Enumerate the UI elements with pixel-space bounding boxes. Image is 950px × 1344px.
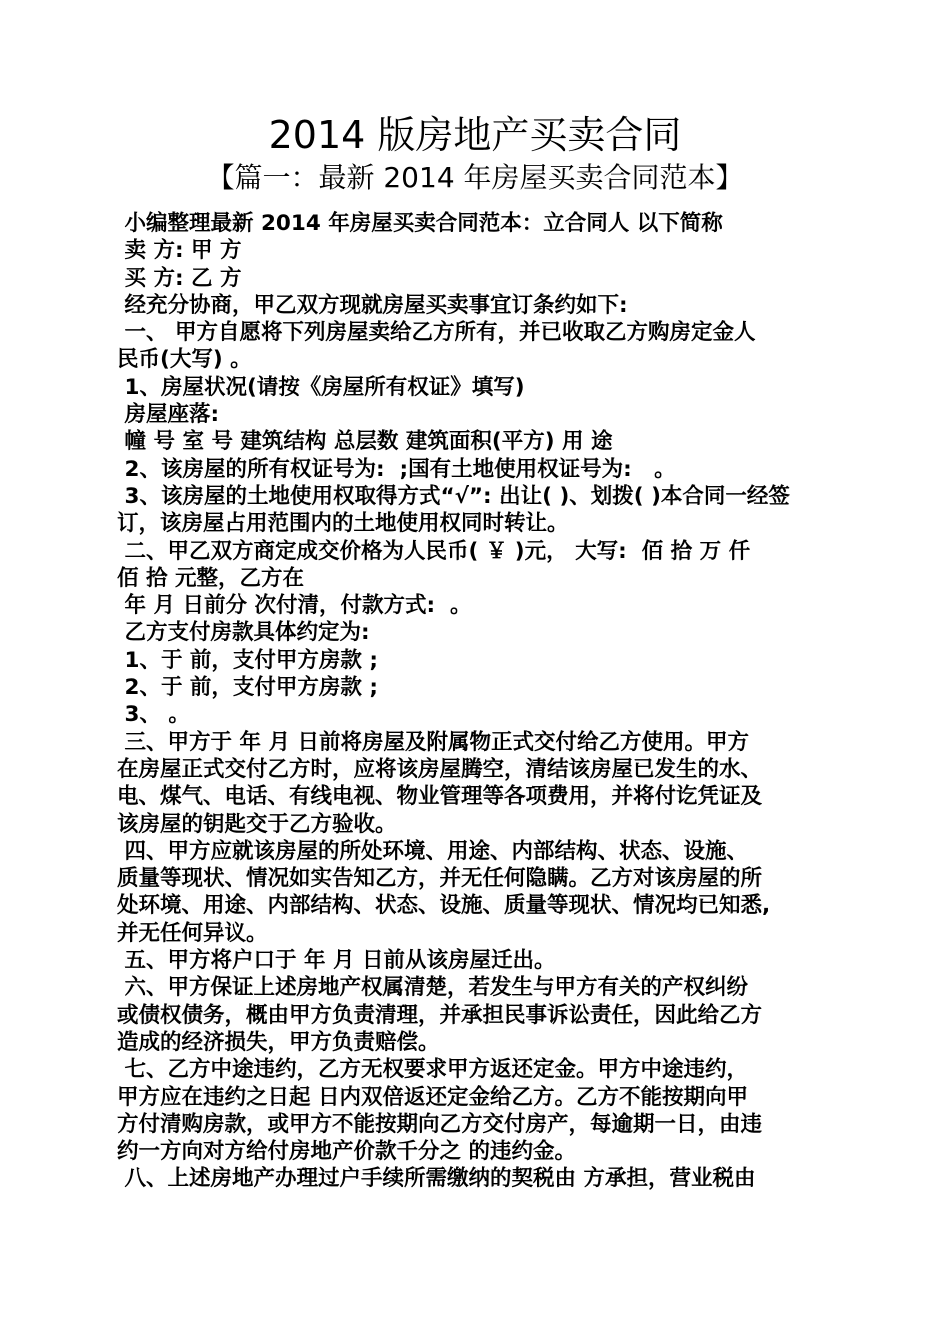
contract-line: 二、甲乙双方商定成交价格为人民币( ￥ )元， 大写: 佰 拾 万 仟 (117, 538, 751, 564)
contract-line: 买 方: 乙 方 (117, 265, 242, 291)
contract-line: 六、甲方保证上述房地产权属清楚，若发生与甲方有关的产权纠纷 (117, 975, 748, 1001)
contract-line: 2、该房屋的所有权证号为: ;国有土地使用权证号为: 。 (117, 456, 676, 482)
contract-line: 3、 。 (117, 702, 190, 728)
contract-line: 造成的经济损失，甲方负责赔偿。 (117, 1029, 440, 1055)
contract-line: 五、甲方将户口于 年 月 日前从该房屋迁出。 (117, 948, 556, 974)
contract-line: 三、甲方于 年 月 日前将房屋及附属物正式交付给乙方使用。甲方 (117, 729, 749, 755)
contract-line: 七、乙方中途违约，乙方无权要求甲方返还定金。甲方中途违约， (117, 1057, 748, 1083)
contract-line: 并无任何异议。 (117, 920, 268, 946)
document-title: 2014 版房地产买卖合同 (268, 113, 682, 157)
contract-line: 3、该房屋的土地使用权取得方式“√”: 出让( )、划拨( )本合同一经签 (117, 483, 790, 509)
contract-line: 卖 方: 甲 方 (117, 238, 242, 264)
contract-line: 佰 拾 元整，乙方在 (117, 565, 304, 591)
contract-line: 乙方支付房款具体约定为: (117, 620, 370, 646)
contract-line: 1、房屋状况(请按《房屋所有权证》填写) (117, 374, 525, 400)
contract-line: 2、于 前，支付甲方房款 ; (117, 675, 379, 701)
contract-line: 经充分协商，甲乙双方现就房屋买卖事宜订条约如下: (117, 292, 628, 318)
document-subtitle: 【篇一：最新 2014 年房屋买卖合同范本】 (206, 161, 744, 194)
contract-body (117, 210, 847, 1193)
contract-line: 四、甲方应就该房屋的所处环境、用途、内部结构、状态、设施、 (117, 838, 748, 864)
contract-line: 民币(大写) 。 (117, 347, 252, 373)
contract-line: 处环境、用途、内部结构、状态、设施、质量等现状、情况均已知悉, (117, 893, 771, 919)
contract-line: 方付清购房款，或甲方不能按期向乙方交付房产，每逾期一日，由违 (117, 1111, 763, 1137)
contract-line: 八、上述房地产办理过户手续所需缴纳的契税由 方承担，营业税由 (117, 1166, 756, 1192)
contract-line: 质量等现状、情况如实告知乙方，并无任何隐瞒。乙方对该房屋的所 (117, 866, 763, 892)
contract-line: 甲方应在违约之日起 日内双倍返还定金给乙方。乙方不能按期向甲 (117, 1084, 748, 1110)
contract-line: 房屋座落: (117, 402, 220, 428)
contract-line: 年 月 日前分 次付清，付款方式: 。 (117, 593, 472, 619)
contract-line: 电、煤气、电话、有线电视、物业管理等各项费用，并将付讫凭证及 (117, 784, 763, 810)
contract-line: 约一方向对方给付房地产价款千分之 的违约金。 (117, 1139, 576, 1165)
contract-line: 1、于 前，支付甲方房款 ; (117, 647, 379, 673)
contract-line: 在房屋正式交付乙方时，应将该房屋腾空，清结该房屋已发生的水、 (117, 756, 763, 782)
contract-line: 一、 甲方自愿将下列房屋卖给乙方所有，并已收取乙方购房定金人 (117, 320, 756, 346)
contract-line: 小编整理最新 2014 年房屋买卖合同范本：立合同人 以下简称 (117, 211, 723, 236)
contract-line: 该房屋的钥匙交于乙方验收。 (117, 811, 397, 837)
contract-line: 幢 号 室 号 建筑结构 总层数 建筑面积(平方) 用 途 (117, 429, 613, 455)
contract-line: 或债权债务，概由甲方负责清理，并承担民事诉讼责任，因此给乙方 (117, 1002, 763, 1028)
contract-line: 订，该房屋占用范围内的土地使用权同时转让。 (117, 511, 569, 537)
